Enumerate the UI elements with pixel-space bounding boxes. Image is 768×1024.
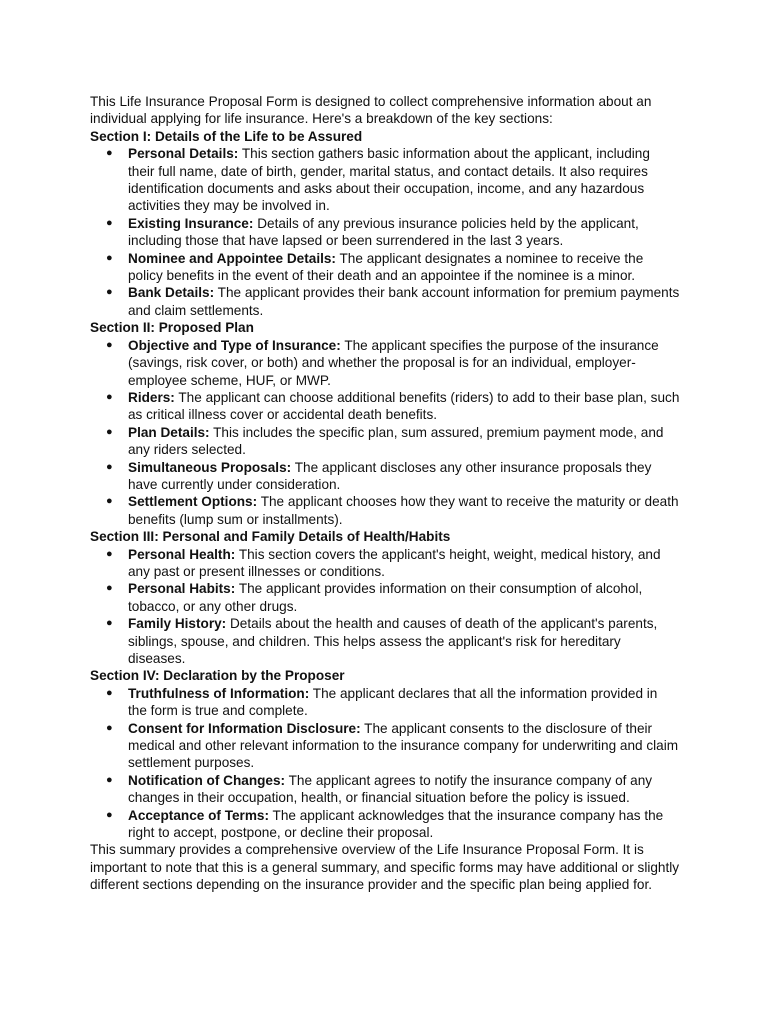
list-item <box>106 685 680 720</box>
list-item <box>106 459 680 494</box>
section-heading: Section II: Proposed Plan <box>90 320 254 336</box>
item-description: The applicant specifies the purpose of the insurance (savings, risk cover, or both) and whether the proposal is for an individual, employer-employee scheme, HUF, or MWP. <box>128 337 659 388</box>
list-item <box>106 337 680 389</box>
item-term: Riders: <box>128 389 175 405</box>
section-item-list <box>90 145 680 319</box>
bullet-icon: ● <box>106 147 113 160</box>
section-heading: Section III: Personal and Family Details of Health/Habits <box>90 529 451 545</box>
item-term: Settlement Options: <box>128 494 258 510</box>
item-term: Personal Habits: <box>128 581 236 597</box>
bullet-icon: ● <box>106 617 113 630</box>
list-item <box>106 215 680 250</box>
item-term: Personal Health: <box>128 546 236 562</box>
bullet-icon: ● <box>106 721 113 734</box>
item-description: Details of any previous insurance policies held by the applicant, including those that have lapsed or been surrendered in the last 3 years. <box>128 215 639 249</box>
list-item <box>106 493 680 528</box>
bullet-icon: ● <box>106 216 113 229</box>
item-description: The applicant provides information on their consumption of alcohol, tobacco, or any other drugs. <box>128 581 643 614</box>
bullet-icon: ● <box>106 338 113 351</box>
bullet-icon: ● <box>106 495 113 508</box>
bullet-icon: ● <box>106 460 113 473</box>
list-item <box>106 807 680 842</box>
item-term: Plan Details: <box>128 424 210 440</box>
item-term: Simultaneous Proposals: <box>128 459 292 475</box>
list-item <box>106 250 680 285</box>
list-item <box>106 615 680 667</box>
item-term: Notification of Changes: <box>128 772 286 788</box>
bullet-icon: ● <box>106 425 113 438</box>
item-description: The applicant agrees to notify the insurance company of any changes in their occupation, health, or financial situation before the policy is issued. <box>128 772 653 806</box>
section-item-list <box>90 337 680 528</box>
list-item <box>106 145 680 215</box>
bullet-icon: ● <box>106 547 113 560</box>
section-item-list <box>90 685 680 842</box>
item-description: This section covers the applicant's height, weight, medical history, and any past or present illnesses or conditions. <box>128 546 661 579</box>
item-description: The applicant acknowledges that the insurance company has the right to accept, postpone, or decline their proposal. <box>128 807 664 841</box>
intro-paragraph: This Life Insurance Proposal Form is designed to collect comprehensive information about an individual applying for life insurance. Here's a breakdown of the key sections: <box>90 94 652 127</box>
item-term: Consent for Information Disclosure: <box>128 720 361 736</box>
bullet-icon: ● <box>106 251 113 264</box>
bullet-icon: ● <box>106 686 113 699</box>
bullet-icon: ● <box>106 286 113 299</box>
list-item <box>106 424 680 459</box>
item-description: The applicant discloses any other insurance proposals they have currently under consideration. <box>128 459 652 492</box>
item-term: Bank Details: <box>128 285 215 301</box>
bullet-icon: ● <box>106 582 113 595</box>
item-description: The applicant can choose additional benefits (riders) to add to their base plan, such as critical illness cover or accidental death benefits. <box>128 389 680 423</box>
document-page <box>90 93 680 894</box>
list-item <box>106 772 680 807</box>
item-description: Details about the health and causes of death of the applicant's parents, siblings, spouse, and children. This helps assess the applicant's risk for hereditary diseases. <box>128 616 658 666</box>
bullet-icon: ● <box>106 808 113 821</box>
item-description: The applicant provides their bank account information for premium payments and claim settlements. <box>128 285 680 318</box>
bullet-icon: ● <box>106 773 113 786</box>
list-item <box>106 580 680 615</box>
item-description: The applicant chooses how they want to receive the maturity or death benefits (lump sum or installments). <box>128 494 679 527</box>
item-description: The applicant consents to the disclosure of their medical and other relevant information to the insurance company for underwriting and claim settlement purposes. <box>128 720 679 771</box>
item-term: Objective and Type of Insurance: <box>128 337 341 353</box>
list-item <box>106 546 680 581</box>
list-item <box>106 720 680 772</box>
section-item-list <box>90 546 680 668</box>
section-heading: Section I: Details of the Life to be Assured <box>90 128 363 144</box>
conclusion-paragraph: This summary provides a comprehensive overview of the Life Insurance Proposal Form. It is important to note that this is a general summary, and specific forms may have additional or slightly different sections depending on the insurance provider and the specific plan being applied for. <box>90 842 680 893</box>
bullet-icon: ● <box>106 390 113 403</box>
sections-container <box>90 128 680 842</box>
section-heading: Section IV: Declaration by the Proposer <box>90 668 345 684</box>
item-term: Nominee and Appointee Details: <box>128 250 336 266</box>
item-term: Personal Details: <box>128 146 239 162</box>
item-term: Family History: <box>128 616 227 632</box>
list-item <box>106 284 680 319</box>
item-description: The applicant declares that all the information provided in the form is true and complete. <box>128 685 658 719</box>
list-item <box>106 389 680 424</box>
item-description: This section gathers basic information about the applicant, including their full name, date of birth, gender, marital status, and contact details. It also requires identification documents and asks about their occupation, income, and any hazardous activities they may be involved in. <box>128 146 650 214</box>
item-term: Existing Insurance: <box>128 215 254 231</box>
item-description: The applicant designates a nominee to receive the policy benefits in the event of their death and an appointee if the nominee is a minor. <box>128 250 644 284</box>
item-term: Acceptance of Terms: <box>128 807 270 823</box>
item-term: Truthfulness of Information: <box>128 685 310 701</box>
item-description: This includes the specific plan, sum assured, premium payment mode, and any riders selected. <box>128 424 664 458</box>
